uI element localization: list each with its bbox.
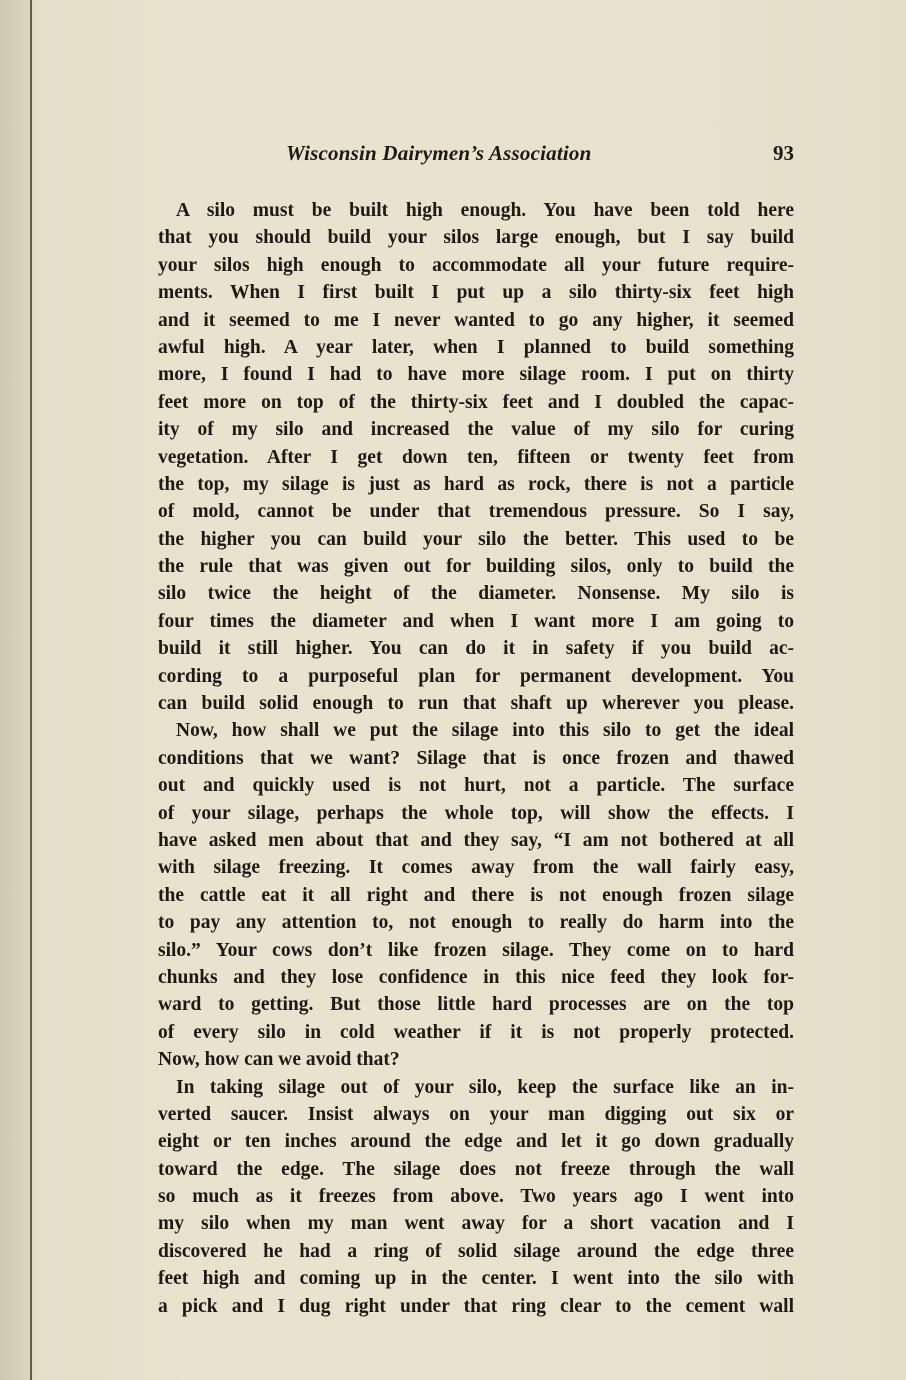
binding-shadow (0, 0, 30, 1380)
text-line: feet high and coming up in the center. I went into the silo with (158, 1268, 794, 1290)
text-line: your silos high enough to accommodate all your future require- (158, 254, 794, 276)
text-line: with silage freezing. It comes away from the wall fairly easy, (158, 857, 794, 879)
text-line: conditions that we want? Silage that is once frozen and thawed (158, 747, 794, 769)
text-line: and it seemed to me I never wanted to go any higher, it seemed (158, 309, 794, 331)
text-line: vegetation. After I get down ten, fifteen or twenty feet from (158, 446, 794, 468)
text-line: chunks and they lose confidence in this nice feed they look for- (158, 966, 794, 988)
text-line: the cattle eat it all right and there is not enough frozen silage (158, 884, 794, 906)
text-line: the top, my silage is just as hard as rock, there is not a particle (158, 473, 794, 495)
running-title: Wisconsin Dairymen’s Association (286, 141, 592, 165)
text-line: four times the diameter and when I want more I am going to (158, 610, 794, 632)
text-line: A silo must be built high enough. You have been told here (176, 200, 794, 221)
text-line: In taking silage out of your silo, keep the surface like an in- (176, 1076, 794, 1098)
text-line: ments. When I first built I put up a silo thirty-six feet high (158, 282, 794, 304)
text-line: cording to a purposeful plan for permanent development. You (158, 665, 794, 687)
text-line: out and quickly used is not hurt, not a particle. The surface (158, 775, 794, 797)
text-line: build it still higher. You can do it in safety if you build ac- (158, 638, 794, 660)
text-line: to pay any attention to, not enough to really do harm into the (158, 912, 794, 934)
text-line: ward to getting. But those little hard processes are on the top (158, 994, 794, 1016)
running-head (158, 141, 794, 175)
text-line: verted saucer. Insist always on your man digging out six or (158, 1103, 794, 1125)
text-line: silo.” Your cows don’t like frozen silage. They come on to hard (158, 939, 794, 961)
text-line: that you should build your silos large enough, but I say build (158, 227, 794, 249)
binding-edge (30, 0, 32, 1380)
text-line: of mold, cannot be under that tremendous pressure. So I say, (158, 501, 794, 523)
text-line: my silo when my man went away for a short vacation and I (158, 1213, 794, 1235)
text-line: awful high. A year later, when I planned to build something (158, 336, 794, 358)
text-line: eight or ten inches around the edge and let it go down gradually (158, 1131, 794, 1153)
text-line: feet more on top of the thirty-six feet and I doubled the capac- (158, 391, 794, 413)
text-line: can build solid enough to run that shaft up wherever you please. (158, 693, 794, 715)
text-line: so much as it freezes from above. Two years ago I went into (158, 1186, 794, 1208)
page-number: 93 (773, 141, 794, 165)
text-line: have asked men about that and they say, “I am not bothered at all (158, 829, 794, 851)
text-line: more, I found I had to have more silage room. I put on thirty (158, 364, 794, 386)
text-line: toward the edge. The silage does not freeze through the wall (158, 1158, 794, 1180)
text-line: the rule that was given out for building silos, only to build the (158, 556, 794, 578)
text-line: discovered he had a ring of solid silage around the edge three (158, 1240, 794, 1262)
text-line: Now, how shall we put the silage into this silo to get the ideal (176, 720, 794, 742)
text-line: ity of my silo and increased the value of my silo for curing (158, 419, 794, 441)
text-line: of every silo in cold weather if it is not properly protected. (158, 1021, 794, 1043)
body-text (158, 197, 794, 1320)
text-line: silo twice the height of the diameter. Nonsense. My silo is (158, 583, 794, 605)
text-line: Now, how can we avoid that? (158, 1049, 400, 1071)
text-line: a pick and I dug right under that ring clear to the cement wall (158, 1295, 794, 1317)
text-line: the higher you can build your silo the better. This used to be (158, 528, 794, 550)
text-line: of your silage, perhaps the whole top, will show the effects. I (158, 802, 794, 824)
